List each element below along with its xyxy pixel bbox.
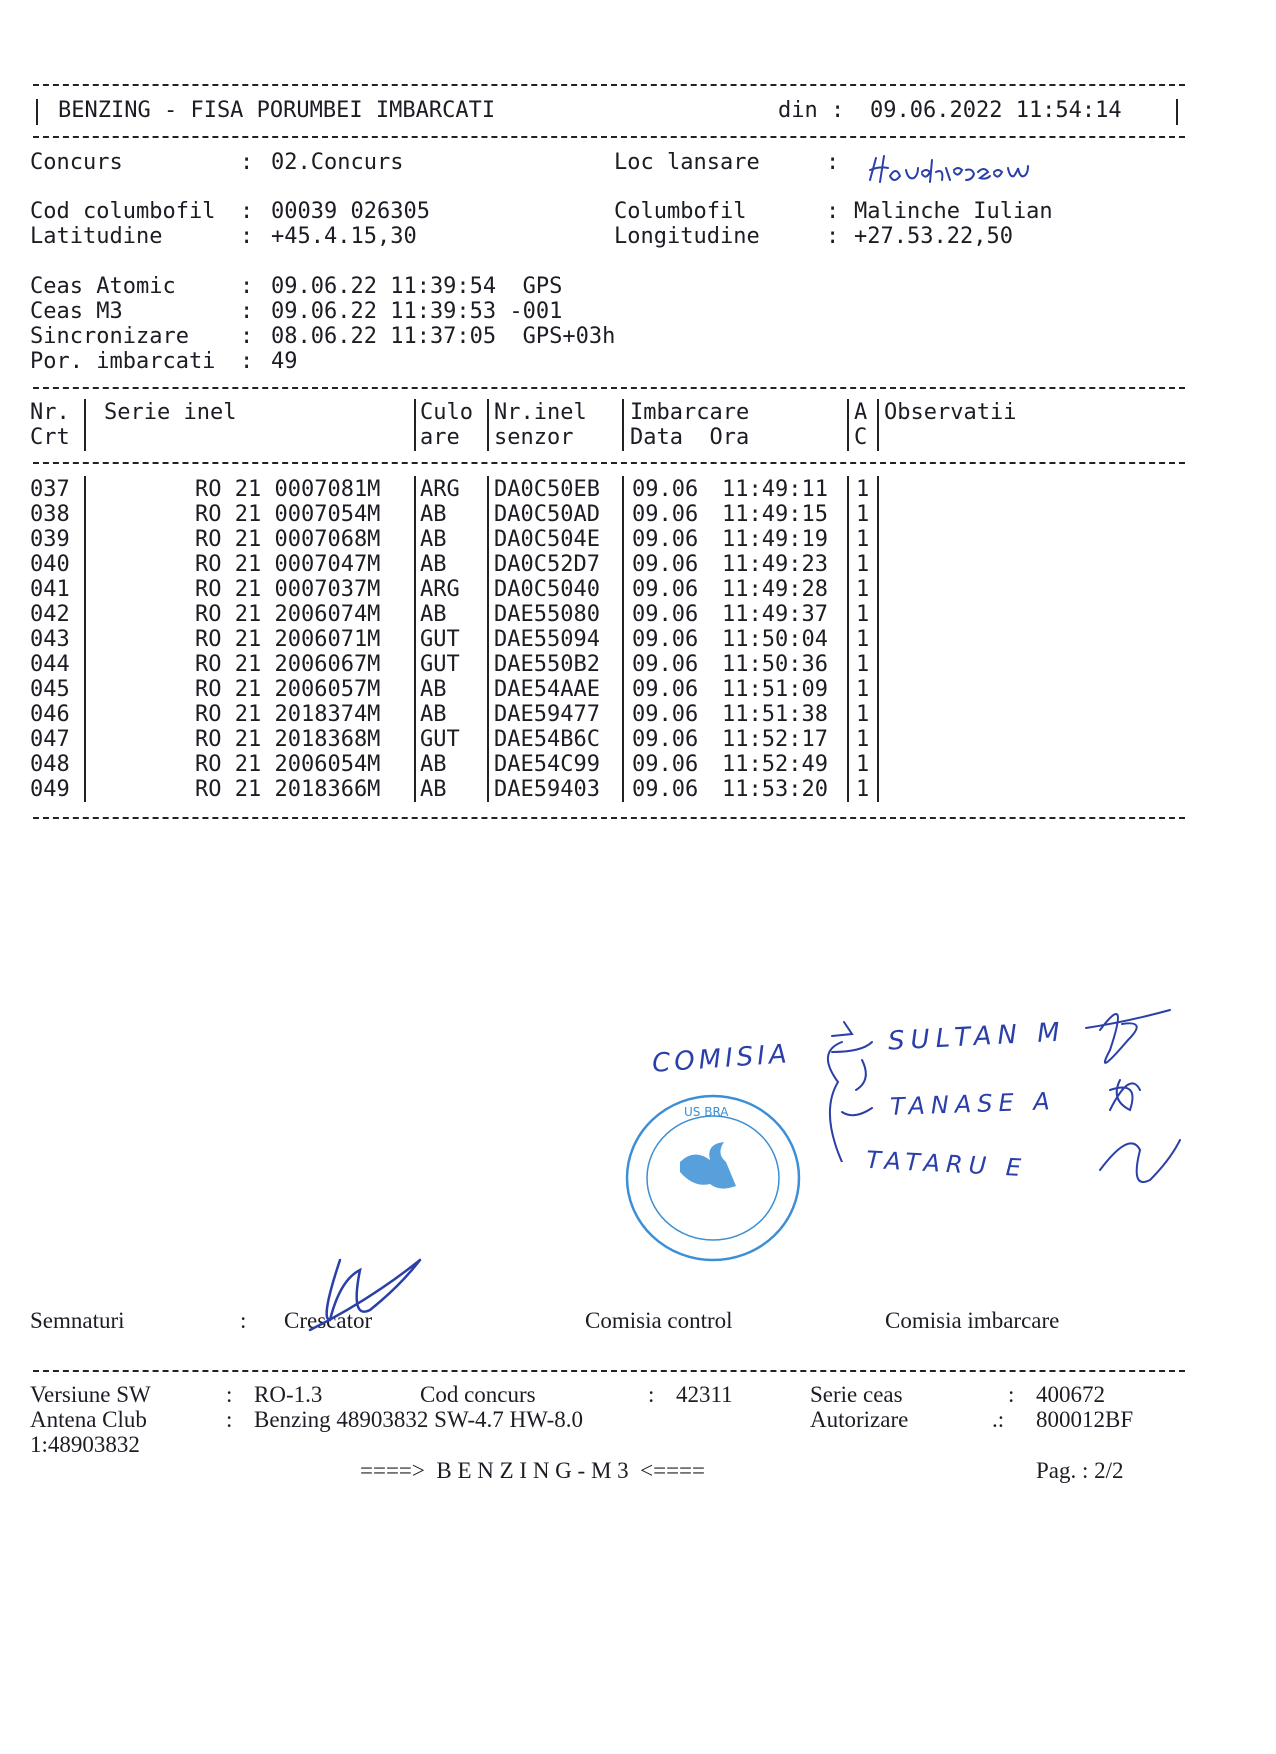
divider — [33, 817, 1185, 819]
cell-culoare: ARG — [420, 577, 460, 602]
cell-culoare: AB — [420, 777, 447, 802]
header-right-bar — [1176, 99, 1178, 125]
colon: : — [240, 324, 254, 349]
colon: : — [648, 1382, 655, 1407]
cell-culoare: AB — [420, 502, 447, 527]
concurs-value: 02.Concurs — [271, 150, 404, 175]
cell-nr: 039 — [30, 527, 70, 552]
sincronizare-value: 08.06.22 11:37:05 GPS+03h — [271, 324, 616, 349]
col-separator — [622, 476, 624, 802]
cell-senzor: DA0C50EB — [494, 477, 600, 502]
colon: : — [826, 199, 840, 224]
header-datetime: 09.06.2022 11:54:14 — [870, 98, 1122, 123]
autorizare-value: 800012BF — [1036, 1407, 1134, 1432]
col-senzor-header-2: senzor — [494, 425, 574, 450]
cell-nr: 046 — [30, 702, 70, 727]
colon: : — [240, 1308, 247, 1333]
antena-value: Benzing 48903832 SW-4.7 HW-8.0 — [254, 1407, 583, 1432]
cell-serie-inel: RO 21 0007054M — [195, 502, 381, 527]
ceas-m3-label: Ceas M3 — [30, 299, 123, 324]
cell-data: 09.06 — [632, 677, 699, 702]
cell-ac: 1 — [856, 602, 870, 627]
longitudine-value: +27.53.22,50 — [854, 224, 1013, 249]
cell-serie-inel: RO 21 2006054M — [195, 752, 381, 777]
col-separator — [84, 399, 86, 451]
col-serie-header: Serie inel — [104, 400, 237, 425]
latitudine-value: +45.4.15,30 — [271, 224, 417, 249]
cell-culoare: GUT — [420, 727, 460, 752]
antena-label: Antena Club — [30, 1407, 147, 1432]
cell-data: 09.06 — [632, 652, 699, 677]
cell-data: 09.06 — [632, 627, 699, 652]
cell-serie-inel: RO 21 2018368M — [195, 727, 381, 752]
col-imbarcare-header: Imbarcare — [630, 400, 750, 425]
cell-nr: 042 — [30, 602, 70, 627]
cell-culoare: AB — [420, 752, 447, 777]
col-separator — [487, 476, 489, 802]
cell-senzor: DAE59403 — [494, 777, 600, 802]
cod-concurs-label: Cod concurs — [420, 1382, 536, 1407]
colon: : — [240, 224, 254, 249]
cell-data: 09.06 — [632, 552, 699, 577]
latitudine-label: Latitudine — [30, 224, 163, 249]
cell-data: 09.06 — [632, 502, 699, 527]
cell-senzor: DA0C5040 — [494, 577, 600, 602]
cell-ac: 1 — [856, 752, 870, 777]
page-number: Pag. : 2/2 — [1036, 1458, 1124, 1483]
bracket-arrows — [812, 1012, 892, 1162]
col-observatii-header: Observatii — [884, 400, 1017, 425]
stamp-text: US BRA — [684, 1105, 729, 1119]
cell-culoare: AB — [420, 552, 447, 577]
cell-data: 09.06 — [632, 702, 699, 727]
commission-member-1: SULTAN M — [887, 1017, 1067, 1057]
col-nr-header: Nr. — [30, 400, 70, 425]
cell-ora: 11:51:09 — [722, 677, 828, 702]
colon: : — [226, 1407, 233, 1432]
antena-id: 1:48903832 — [30, 1432, 140, 1457]
colon: : — [226, 1382, 233, 1407]
col-separator — [84, 476, 86, 802]
colon: : — [240, 349, 254, 374]
cell-ora: 11:49:15 — [722, 502, 828, 527]
cell-culoare: GUT — [420, 652, 460, 677]
col-nr-header-2: Crt — [30, 425, 70, 450]
serie-ceas-label: Serie ceas — [810, 1382, 903, 1407]
cell-ora: 11:52:49 — [722, 752, 828, 777]
semnaturi-label: Semnaturi — [30, 1308, 125, 1333]
commission-member-2: TANASE A — [889, 1087, 1057, 1121]
cell-ora: 11:49:28 — [722, 577, 828, 602]
cod-concurs-value: 42311 — [676, 1382, 733, 1407]
ceas-atomic-label: Ceas Atomic — [30, 274, 176, 299]
cell-ac: 1 — [856, 777, 870, 802]
cell-nr: 041 — [30, 577, 70, 602]
cell-serie-inel: RO 21 2006057M — [195, 677, 381, 702]
crescator-signature — [300, 1250, 430, 1340]
cell-culoare: AB — [420, 677, 447, 702]
columbofil-value: Malinche Iulian — [854, 199, 1053, 224]
col-separator — [877, 399, 879, 451]
cell-nr: 037 — [30, 477, 70, 502]
cell-senzor: DAE55094 — [494, 627, 600, 652]
cell-serie-inel: RO 21 2018374M — [195, 702, 381, 727]
col-senzor-header: Nr.inel — [494, 400, 587, 425]
loc-lansare-handwritten — [866, 150, 1076, 190]
cell-serie-inel: RO 21 0007047M — [195, 552, 381, 577]
cell-ora: 11:50:36 — [722, 652, 828, 677]
cell-data: 09.06 — [632, 602, 699, 627]
cell-senzor: DA0C52D7 — [494, 552, 600, 577]
concurs-label: Concurs — [30, 150, 123, 175]
col-imbarcare-header-2: Data Ora — [630, 425, 750, 450]
cell-culoare: AB — [420, 602, 447, 627]
cell-ora: 11:49:19 — [722, 527, 828, 552]
comisia-control-label: Comisia control — [585, 1308, 733, 1333]
cell-senzor: DAE55080 — [494, 602, 600, 627]
versiune-value: RO-1.3 — [254, 1382, 323, 1407]
handwritten-comisia: COMISIA — [651, 1039, 792, 1079]
por-imbarcati-label: Por. imbarcati — [30, 349, 216, 374]
sincronizare-label: Sincronizare — [30, 324, 189, 349]
colon: : — [826, 224, 840, 249]
cell-nr: 043 — [30, 627, 70, 652]
divider — [33, 1370, 1185, 1372]
col-culoare-header: Culo — [420, 400, 473, 425]
cell-ac: 1 — [856, 477, 870, 502]
versiune-label: Versiune SW — [30, 1382, 151, 1407]
colon: : — [1008, 1382, 1015, 1407]
ceas-m3-value: 09.06.22 11:39:53 -001 — [271, 299, 563, 324]
colon: : — [240, 150, 254, 175]
cell-ora: 11:52:17 — [722, 727, 828, 752]
col-separator — [622, 399, 624, 451]
cell-serie-inel: RO 21 2006071M — [195, 627, 381, 652]
crescator-label: Crescator — [284, 1308, 373, 1333]
cell-ora: 11:53:20 — [722, 777, 828, 802]
cell-nr: 049 — [30, 777, 70, 802]
col-separator — [414, 476, 416, 802]
colon: : — [240, 199, 254, 224]
cell-serie-inel: RO 21 0007068M — [195, 527, 381, 552]
cell-nr: 044 — [30, 652, 70, 677]
cell-nr: 040 — [30, 552, 70, 577]
commission-member-3: TATARU E — [865, 1145, 1028, 1183]
cell-culoare: AB — [420, 527, 447, 552]
club-stamp-seal — [622, 1092, 804, 1264]
cell-data: 09.06 — [632, 752, 699, 777]
cod-columbofil-label: Cod columbofil — [30, 199, 216, 224]
col-separator — [847, 476, 849, 802]
cell-ora: 11:49:37 — [722, 602, 828, 627]
cell-ora: 11:49:23 — [722, 552, 828, 577]
cell-ac: 1 — [856, 552, 870, 577]
page-title: BENZING - FISA PORUMBEI IMBARCATI — [58, 98, 496, 123]
cell-serie-inel: RO 21 0007081M — [195, 477, 381, 502]
cell-ac: 1 — [856, 627, 870, 652]
comisia-imbarcare-label: Comisia imbarcare — [885, 1308, 1060, 1333]
serie-ceas-value: 400672 — [1036, 1382, 1105, 1407]
col-separator — [487, 399, 489, 451]
por-imbarcati-value: 49 — [271, 349, 298, 374]
cell-serie-inel: RO 21 2006067M — [195, 652, 381, 677]
cell-ac: 1 — [856, 727, 870, 752]
cell-ora: 11:51:38 — [722, 702, 828, 727]
divider — [33, 136, 1185, 138]
col-ac-header: A — [854, 400, 868, 425]
cell-data: 09.06 — [632, 577, 699, 602]
divider — [33, 84, 1185, 86]
col-ac-header-2: C — [854, 425, 868, 450]
cell-ora: 11:50:04 — [722, 627, 828, 652]
autorizare-label: Autorizare — [810, 1407, 909, 1432]
cell-ac: 1 — [856, 577, 870, 602]
cell-senzor: DA0C50AD — [494, 502, 600, 527]
cell-culoare: AB — [420, 702, 447, 727]
cell-data: 09.06 — [632, 527, 699, 552]
cell-senzor: DAE59477 — [494, 702, 600, 727]
cell-nr: 047 — [30, 727, 70, 752]
cell-ora: 11:49:11 — [722, 477, 828, 502]
cell-senzor: DA0C504E — [494, 527, 600, 552]
divider — [33, 387, 1185, 389]
cell-ac: 1 — [856, 702, 870, 727]
cell-serie-inel: RO 21 2018366M — [195, 777, 381, 802]
col-culoare-header-2: are — [420, 425, 460, 450]
cell-ac: 1 — [856, 652, 870, 677]
loc-lansare-label: Loc lansare — [614, 150, 760, 175]
cell-nr: 045 — [30, 677, 70, 702]
cell-nr: 048 — [30, 752, 70, 777]
commission-signatures — [1080, 1000, 1190, 1200]
colon: : — [240, 274, 254, 299]
cell-senzor: DAE54B6C — [494, 727, 600, 752]
col-separator — [877, 476, 879, 802]
cell-senzor: DAE54C99 — [494, 752, 600, 777]
cell-ac: 1 — [856, 502, 870, 527]
cell-data: 09.06 — [632, 727, 699, 752]
cell-serie-inel: RO 21 0007037M — [195, 577, 381, 602]
cod-columbofil-value: 00039 026305 — [271, 199, 430, 224]
header-left-bar — [36, 99, 38, 125]
cell-data: 09.06 — [632, 477, 699, 502]
cell-ac: 1 — [856, 527, 870, 552]
colon: .: — [992, 1407, 1005, 1432]
cell-data: 09.06 — [632, 777, 699, 802]
divider — [33, 462, 1185, 464]
longitudine-label: Longitudine — [614, 224, 760, 249]
col-separator — [414, 399, 416, 451]
cell-culoare: ARG — [420, 477, 460, 502]
colon: : — [240, 299, 254, 324]
header-din-label: din : — [778, 98, 845, 123]
cell-senzor: DAE54AAE — [494, 677, 600, 702]
columbofil-label: Columbofil — [614, 199, 747, 224]
colon: : — [826, 150, 840, 175]
cell-ac: 1 — [856, 677, 870, 702]
cell-culoare: GUT — [420, 627, 460, 652]
cell-serie-inel: RO 21 2006074M — [195, 602, 381, 627]
cell-senzor: DAE550B2 — [494, 652, 600, 677]
col-separator — [847, 399, 849, 451]
cell-nr: 038 — [30, 502, 70, 527]
ceas-atomic-value: 09.06.22 11:39:54 GPS — [271, 274, 563, 299]
brand-banner: ====> B E N Z I N G - M 3 <==== — [360, 1458, 705, 1483]
